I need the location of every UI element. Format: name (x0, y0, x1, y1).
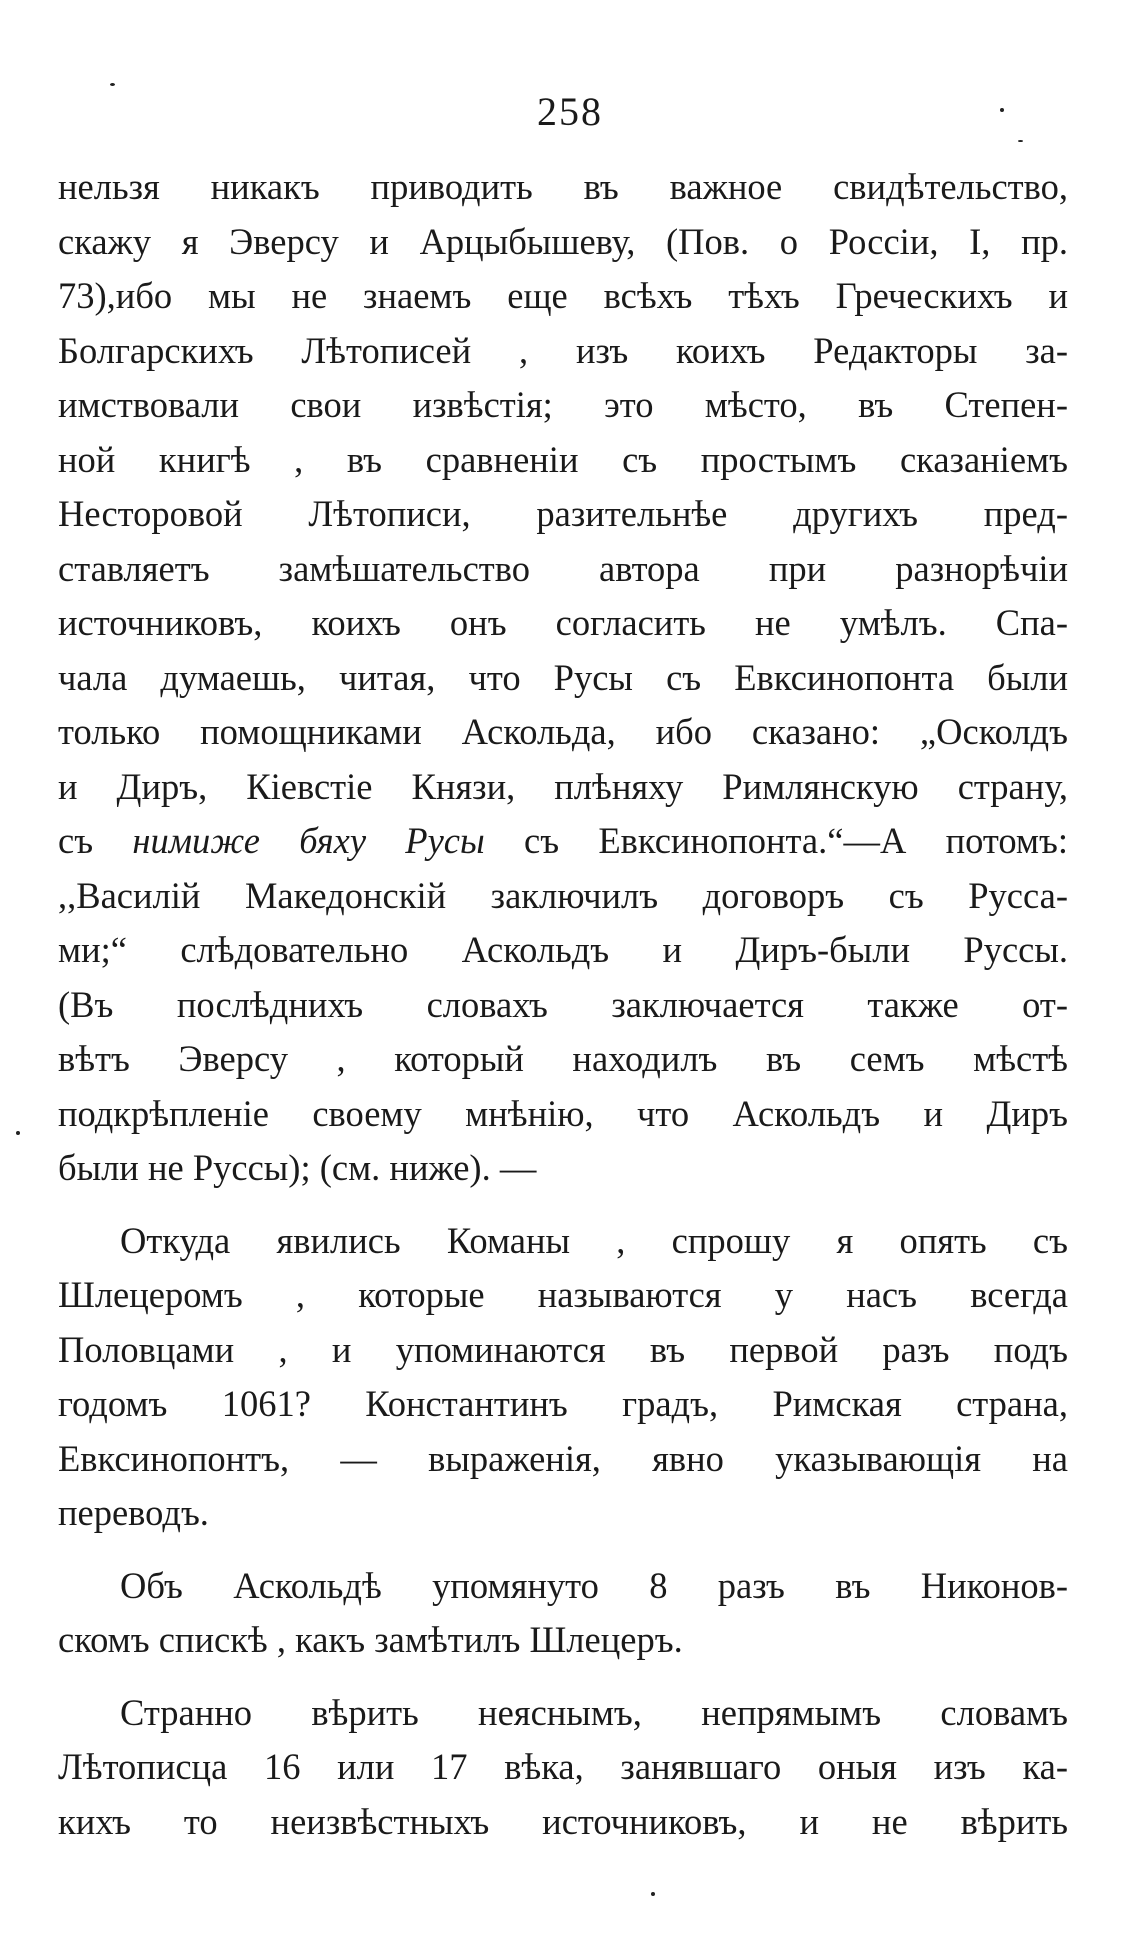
text-line: подкрѣпленіе своему мнѣнію, что Аскольдъ и Диръ (58, 1092, 1068, 1134)
paragraph-gap (58, 1196, 1068, 1214)
text-line: Половцами , и упоминаются въ первой разъ подъ (58, 1328, 1068, 1370)
text-line: ,,Василій Македонскій заключилъ договоръ съ Русса- (58, 874, 1068, 916)
text-segment: съ Евксинопонта.“—А потомъ: (484, 820, 1069, 861)
text-line: чала думаешь, читая, что Русы съ Евксинопонта были (58, 656, 1068, 698)
text-line: переводъ. (58, 1492, 209, 1533)
text-line: были не Руссы); (см. ниже). — (58, 1147, 537, 1188)
text-line: (Въ послѣднихъ словахъ заключается также от- (58, 983, 1068, 1025)
text-line: кихъ то неизвѣстныхъ источниковъ, и не вѣрить (58, 1800, 1068, 1842)
text-line: Несторовой Лѣтописи, разительнѣе другихъ пред- (58, 493, 1068, 534)
text-line: скомъ спискѣ , какъ замѣтилъ Шлецеръ. (58, 1619, 683, 1660)
scan-speck (651, 1892, 655, 1896)
text-line: Болгарскихъ Лѣтописей , изъ коихъ Редакторы за- (58, 329, 1068, 371)
scan-speck (1018, 140, 1023, 142)
text-line: Объ Аскольдѣ упомянуто 8 разъ въ Никонов- (120, 1564, 1068, 1606)
text-line: ной книгѣ , въ сравненіи съ простымъ сказаніемъ (58, 438, 1068, 480)
body-text (58, 160, 1068, 1849)
text-line: имствовали свои извѣстія; это мѣсто, въ Степен- (58, 384, 1068, 425)
text-line: ми;“ слѣдовательно Аскольдъ и Диръ-были Руссы. (58, 929, 1068, 970)
text-line: Откуда явились Команы , спрошу я опять съ (120, 1219, 1068, 1261)
scan-speck (1000, 108, 1004, 112)
text-line: вѣтъ Эверсу , который находилъ въ семъ мѣстѣ (58, 1038, 1068, 1079)
text-line: только помощниками Аскольда, ибо сказано: „Осколдъ (58, 711, 1068, 752)
text-line: 73),ибо мы не знаемъ еще всѣхъ тѣхъ Греческихъ и (58, 275, 1068, 316)
text-line: годомъ 1061? Константинъ градъ, Римская страна, (58, 1383, 1068, 1424)
italic-quote: нимиже бяху Русы (132, 820, 485, 861)
text-line: Шлецеромъ , которые называются у насъ всегда (58, 1274, 1068, 1315)
text-line: и Диръ, Кіевстіе Князи, плѣняху Римлянскую страну, (58, 765, 1068, 807)
paragraph-gap (58, 1541, 1068, 1559)
text-segment: съ (58, 820, 133, 861)
text-line: Евксинопонтъ, — выраженія, явно указывающія на (58, 1437, 1068, 1479)
paragraph-gap (58, 1668, 1068, 1686)
text-line: скажу я Эверсу и Арцыбышеву, (Пов. о Россіи, I, пр. (58, 220, 1068, 262)
text-line-with-italic (58, 814, 1068, 869)
text-line: Странно вѣрить неяснымъ, непрямымъ словамъ (120, 1691, 1068, 1733)
text-line: нельзя никакъ приводить въ важное свидѣтельство, (58, 166, 1068, 207)
page-number: 258 (537, 89, 603, 134)
text-line: ставляетъ замѣшательство автора при разнорѣчіи (58, 547, 1068, 589)
scan-speck (16, 1131, 20, 1135)
scan-speck (110, 83, 115, 86)
text-line: Лѣтописца 16 или 17 вѣка, занявшаго оныя изъ ка- (58, 1746, 1068, 1787)
text-line: источниковъ, коихъ онъ согласить не умѣлъ. Спа- (58, 602, 1068, 643)
